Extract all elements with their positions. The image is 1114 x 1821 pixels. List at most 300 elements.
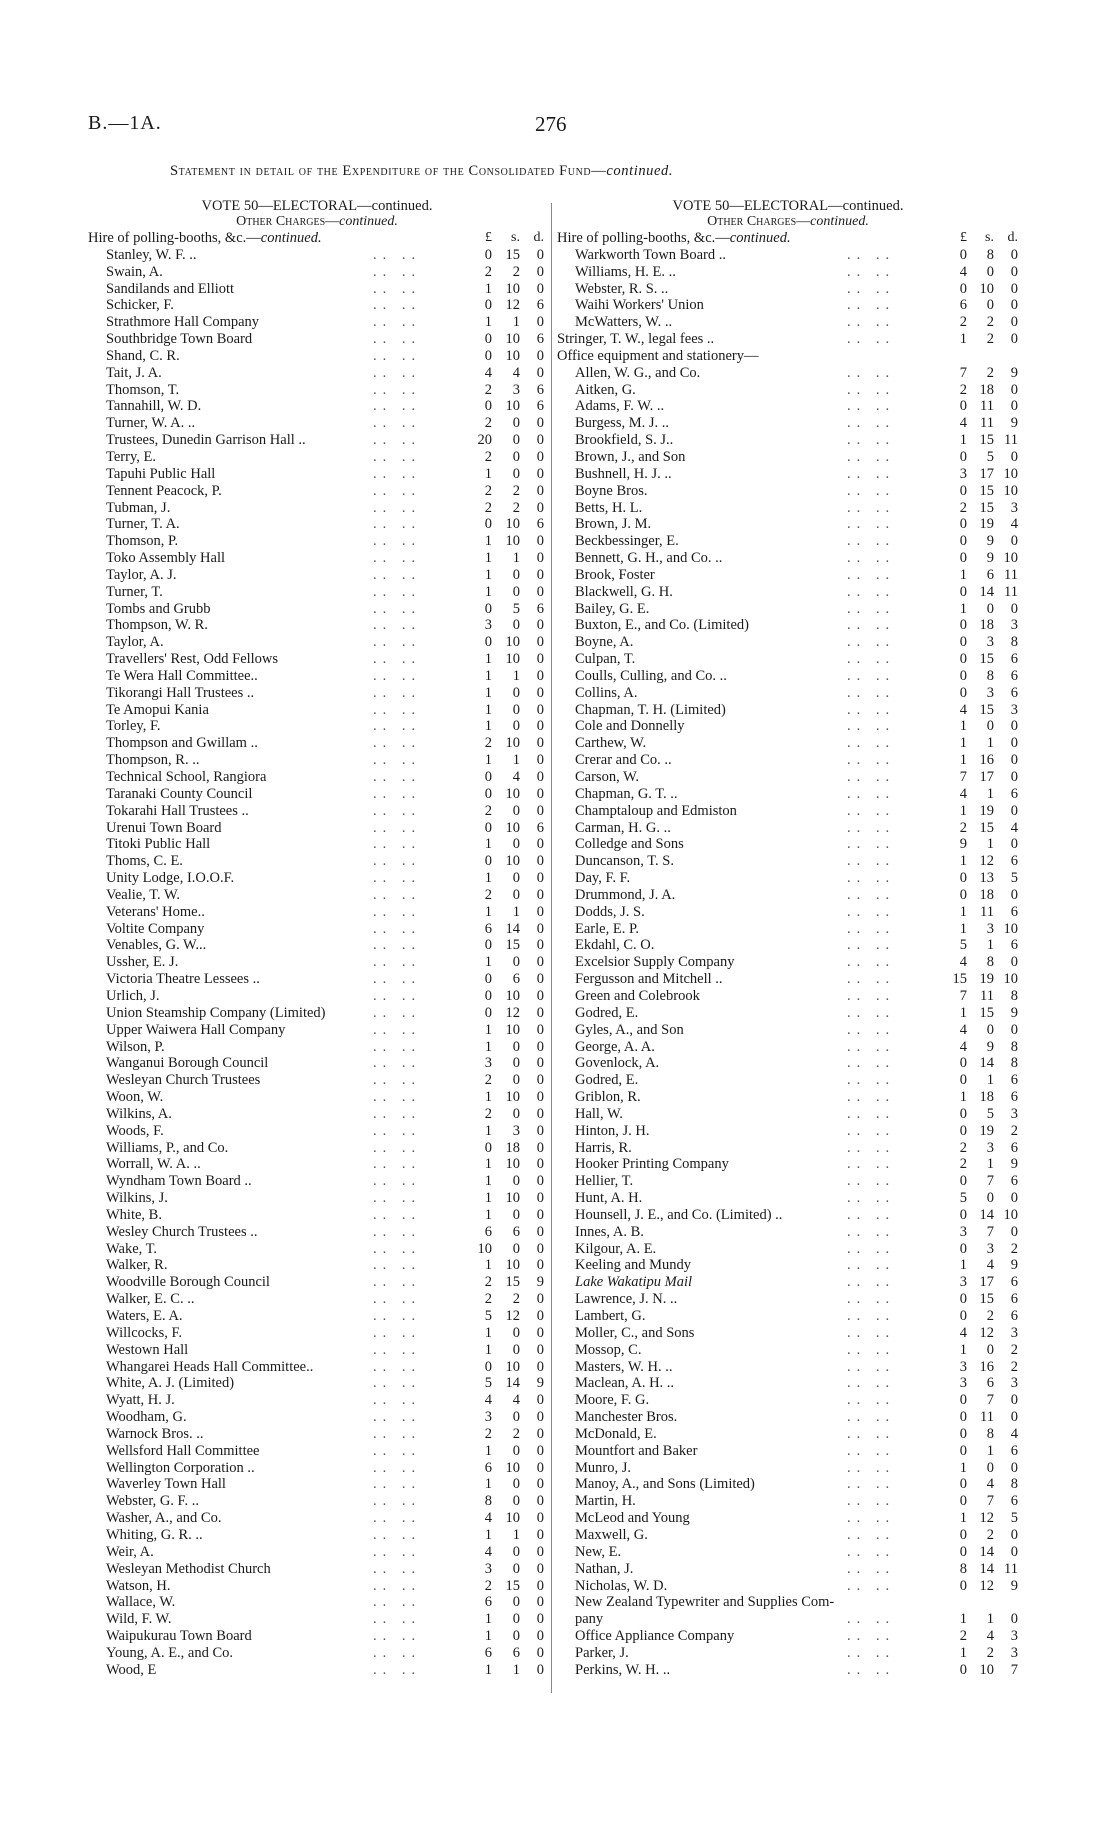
table-row bbox=[88, 1140, 546, 1157]
pounds-value: 2 bbox=[484, 802, 492, 819]
leader-dots: .. .. bbox=[373, 1089, 422, 1106]
pence-value: 4 bbox=[1010, 516, 1018, 533]
table-row bbox=[557, 1325, 1019, 1342]
pence-value: 0 bbox=[1010, 1021, 1018, 1038]
table-row bbox=[88, 1274, 546, 1291]
pounds-value: 8 bbox=[484, 1493, 492, 1510]
shillings-value: 0 bbox=[512, 1594, 520, 1611]
leader-dots: .. .. bbox=[847, 819, 896, 836]
pounds-value: 1 bbox=[959, 718, 967, 735]
entry-name: Warnock Bros. .. bbox=[106, 1425, 204, 1442]
pence-value: 0 bbox=[536, 1560, 544, 1577]
entry-name: McDonald, E. bbox=[575, 1425, 657, 1442]
table-row bbox=[557, 718, 1019, 735]
entry-name: Moore, F. G. bbox=[575, 1392, 650, 1409]
entry-name: Perkins, W. H. .. bbox=[575, 1661, 671, 1678]
leader-dots: .. .. bbox=[373, 1594, 422, 1611]
pence-value: 0 bbox=[536, 1223, 544, 1240]
pence-value: 6 bbox=[1010, 1274, 1018, 1291]
shillings-value: 14 bbox=[979, 583, 994, 600]
pence-value: 0 bbox=[1010, 448, 1018, 465]
shillings-value: 0 bbox=[512, 802, 520, 819]
leader-dots: .. .. bbox=[373, 465, 422, 482]
entry-name: Worrall, W. A. .. bbox=[106, 1156, 201, 1173]
pounds-value: 0 bbox=[484, 246, 492, 263]
table-row bbox=[557, 921, 1019, 938]
table-row bbox=[88, 1173, 546, 1190]
table-row bbox=[557, 483, 1019, 500]
pence-value: 0 bbox=[536, 1240, 544, 1257]
pounds-value: 1 bbox=[484, 1628, 492, 1645]
pence-value: 0 bbox=[536, 1476, 544, 1493]
pence-value: 8 bbox=[1010, 1055, 1018, 1072]
pounds-value: 0 bbox=[959, 1105, 967, 1122]
shillings-value: 0 bbox=[512, 701, 520, 718]
pounds-value: 4 bbox=[484, 1510, 492, 1527]
leader-dots: .. .. bbox=[847, 1089, 896, 1106]
leader-dots: .. .. bbox=[373, 971, 422, 988]
pounds-value: 1 bbox=[484, 280, 492, 297]
entry-name: Weir, A. bbox=[106, 1543, 154, 1560]
leader-dots: .. .. bbox=[373, 1644, 422, 1661]
shillings-value: 1 bbox=[512, 1661, 520, 1678]
entry-name: Excelsior Supply Company bbox=[575, 954, 735, 971]
entry-name: Bushnell, H. J. .. bbox=[575, 465, 672, 482]
pence-value: 0 bbox=[536, 836, 544, 853]
table-row bbox=[557, 314, 1019, 331]
table-row bbox=[557, 297, 1019, 314]
leader-dots: .. .. bbox=[373, 735, 422, 752]
entry-name: Ekdahl, C. O. bbox=[575, 937, 655, 954]
pounds-value: 0 bbox=[959, 1543, 967, 1560]
entry-name: Watson, H. bbox=[106, 1577, 171, 1594]
table-row bbox=[557, 516, 1019, 533]
pence-value: 8 bbox=[1010, 1038, 1018, 1055]
shillings-value: 10 bbox=[505, 280, 520, 297]
shillings-value: 1 bbox=[986, 1072, 994, 1089]
pounds-value: 0 bbox=[959, 1173, 967, 1190]
pence-value: 0 bbox=[536, 987, 544, 1004]
leader-dots: .. .. bbox=[847, 1324, 896, 1341]
leader-dots: .. .. bbox=[847, 1661, 896, 1678]
shillings-value: 0 bbox=[512, 448, 520, 465]
table-row bbox=[88, 718, 546, 735]
entry-name: Urenui Town Board bbox=[106, 819, 222, 836]
shillings-value: 10 bbox=[505, 819, 520, 836]
table-row bbox=[88, 1476, 546, 1493]
shillings-value: 18 bbox=[979, 617, 994, 634]
table-row bbox=[557, 382, 1019, 399]
pounds-value: 0 bbox=[959, 1476, 967, 1493]
pounds-value: 4 bbox=[959, 954, 967, 971]
table-row bbox=[557, 887, 1019, 904]
pounds-value: 1 bbox=[959, 600, 967, 617]
pence-value: 9 bbox=[536, 1375, 544, 1392]
pounds-value: 1 bbox=[484, 752, 492, 769]
leader-dots: .. .. bbox=[373, 432, 422, 449]
pence-value: 0 bbox=[536, 364, 544, 381]
pence-value: 6 bbox=[1010, 937, 1018, 954]
leader-dots: .. .. bbox=[373, 1476, 422, 1493]
pounds-value: 0 bbox=[484, 331, 492, 348]
table-row bbox=[557, 1156, 1019, 1173]
shillings-value: 10 bbox=[505, 533, 520, 550]
entry-name: pany bbox=[575, 1611, 604, 1628]
entry-name: Wesleyan Methodist Church bbox=[106, 1560, 271, 1577]
table-row bbox=[88, 1544, 546, 1561]
leader-dots: .. .. bbox=[847, 1560, 896, 1577]
leader-dots: .. .. bbox=[373, 448, 422, 465]
entry-name: Brook, Foster bbox=[575, 566, 655, 583]
shillings-value: 11 bbox=[980, 903, 994, 920]
table-row bbox=[557, 550, 1019, 567]
leader-dots: .. .. bbox=[847, 482, 896, 499]
table-row bbox=[557, 803, 1019, 820]
shillings-value: 1 bbox=[986, 937, 994, 954]
entry-name: Unity Lodge, I.O.O.F. bbox=[106, 870, 235, 887]
shillings-value: 0 bbox=[512, 886, 520, 903]
shillings-value: 12 bbox=[505, 297, 520, 314]
pounds-value: 1 bbox=[484, 533, 492, 550]
table-row bbox=[88, 1308, 546, 1325]
entry-name: McWatters, W. .. bbox=[575, 314, 673, 331]
shillings-value: 0 bbox=[986, 718, 994, 735]
pence-value: 3 bbox=[1010, 1644, 1018, 1661]
leader-dots: .. .. bbox=[847, 1425, 896, 1442]
table-row bbox=[88, 769, 546, 786]
table-row bbox=[557, 1359, 1019, 1376]
leader-dots: .. .. bbox=[373, 903, 422, 920]
pounds-value: 0 bbox=[959, 1526, 967, 1543]
shillings-value: 10 bbox=[979, 1661, 994, 1678]
pence-value: 3 bbox=[1010, 1628, 1018, 1645]
pence-value: 0 bbox=[536, 1611, 544, 1628]
pounds-value: 1 bbox=[484, 1206, 492, 1223]
sub-heading-continued: continued. bbox=[339, 214, 398, 229]
table-row bbox=[557, 1493, 1019, 1510]
table-row bbox=[557, 1089, 1019, 1106]
shillings-value: 14 bbox=[979, 1543, 994, 1560]
leader-dots: .. .. bbox=[847, 1004, 896, 1021]
pence-value: 9 bbox=[536, 1274, 544, 1291]
leader-dots: .. .. bbox=[847, 550, 896, 567]
table-row bbox=[88, 516, 546, 533]
leader-dots: .. .. bbox=[847, 280, 896, 297]
pounds-value: 1 bbox=[484, 1190, 492, 1207]
document-reference: B.—1A. bbox=[88, 112, 162, 134]
table-row bbox=[88, 584, 546, 601]
leader-dots: .. .. bbox=[847, 246, 896, 263]
leader-dots: .. .. bbox=[373, 954, 422, 971]
table-row bbox=[88, 1443, 546, 1460]
pounds-value: 0 bbox=[959, 583, 967, 600]
pounds-value: 1 bbox=[484, 1476, 492, 1493]
shillings-value: 6 bbox=[986, 1375, 994, 1392]
leader-dots: .. .. bbox=[847, 1442, 896, 1459]
pence-value: 0 bbox=[536, 1358, 544, 1375]
shillings-value: 0 bbox=[512, 415, 520, 432]
entry-name: Swain, A. bbox=[106, 263, 163, 280]
section-heading-continued: continued. bbox=[729, 230, 791, 246]
leader-dots: .. .. bbox=[373, 987, 422, 1004]
pence-value: 5 bbox=[1010, 870, 1018, 887]
table-row bbox=[557, 449, 1019, 466]
pounds-value: 2 bbox=[959, 1628, 967, 1645]
leader-dots: .. .. bbox=[847, 1611, 896, 1628]
entry-name: Tikorangi Hall Trustees .. bbox=[106, 684, 255, 701]
shillings-value: 2 bbox=[986, 1644, 994, 1661]
pence-value: 0 bbox=[536, 769, 544, 785]
pounds-value: 1 bbox=[484, 684, 492, 701]
entry-name: Bennett, G. H., and Co. .. bbox=[575, 550, 723, 567]
leader-dots: .. .. bbox=[847, 870, 896, 887]
table-row bbox=[88, 1375, 546, 1392]
pounds-value: 4 bbox=[959, 701, 967, 718]
section-heading-row bbox=[88, 230, 546, 247]
shillings-value: 10 bbox=[505, 1156, 520, 1173]
shillings-value: 5 bbox=[512, 600, 520, 617]
pounds-value: 2 bbox=[959, 381, 967, 398]
pence-value: 9 bbox=[1010, 1257, 1018, 1274]
shillings-value: 19 bbox=[979, 1122, 994, 1139]
pence-value: 6 bbox=[536, 819, 544, 836]
leader-dots: .. .. bbox=[847, 1510, 896, 1527]
leader-dots: .. .. bbox=[373, 1510, 422, 1527]
leader-dots: .. .. bbox=[373, 583, 422, 600]
pounds-value: 1 bbox=[959, 802, 967, 819]
table-row bbox=[557, 1594, 1019, 1611]
pence-value: 0 bbox=[1010, 600, 1018, 617]
pence-value: 0 bbox=[536, 1409, 544, 1426]
table-row bbox=[557, 601, 1019, 618]
shillings-value: 0 bbox=[986, 297, 994, 314]
leader-dots: .. .. bbox=[373, 1038, 422, 1055]
shillings-value: 0 bbox=[512, 1442, 520, 1459]
leader-dots: .. .. bbox=[847, 769, 896, 785]
pence-value: 6 bbox=[536, 381, 544, 398]
shillings-value: 15 bbox=[505, 1577, 520, 1594]
table-row bbox=[88, 1578, 546, 1595]
pence-value: 0 bbox=[536, 1324, 544, 1341]
leader-dots: .. .. bbox=[373, 482, 422, 499]
leader-dots: .. .. bbox=[373, 870, 422, 887]
table-row bbox=[88, 1224, 546, 1241]
pence-value: 0 bbox=[536, 1526, 544, 1543]
table-row bbox=[88, 1460, 546, 1477]
leader-dots: .. .. bbox=[373, 701, 422, 718]
entry-name: Kilgour, A. E. bbox=[575, 1240, 657, 1257]
shillings-value: 0 bbox=[986, 1459, 994, 1476]
table-row bbox=[88, 937, 546, 954]
pence-value: 6 bbox=[1010, 1139, 1018, 1156]
pence-value: 0 bbox=[536, 1038, 544, 1055]
pence-value: 9 bbox=[1010, 1004, 1018, 1021]
table-row bbox=[557, 937, 1019, 954]
table-row bbox=[557, 1190, 1019, 1207]
pence-value: 0 bbox=[536, 1021, 544, 1038]
pence-value: 0 bbox=[536, 263, 544, 280]
pounds-value: 3 bbox=[484, 617, 492, 634]
entry-name: Taranaki County Council bbox=[106, 785, 253, 802]
entry-name: Brookfield, S. J.. bbox=[575, 432, 674, 449]
pounds-value: 1 bbox=[484, 314, 492, 331]
pence-value: 9 bbox=[1010, 1156, 1018, 1173]
pounds-value: 0 bbox=[959, 667, 967, 684]
shillings-value: 2 bbox=[512, 1425, 520, 1442]
shillings-value: 15 bbox=[505, 937, 520, 954]
pounds-value: 1 bbox=[484, 718, 492, 735]
pence-value: 0 bbox=[536, 634, 544, 651]
shillings-value: 2 bbox=[986, 314, 994, 331]
entry-name: Williams, H. E. .. bbox=[575, 263, 676, 280]
leader-dots: .. .. bbox=[847, 1392, 896, 1409]
pounds-value: 1 bbox=[484, 550, 492, 567]
shillings-value: 0 bbox=[512, 1493, 520, 1510]
shillings-value: 15 bbox=[505, 246, 520, 263]
pounds-value: 0 bbox=[959, 1661, 967, 1678]
entry-name: Tombs and Grubb bbox=[106, 600, 211, 617]
shillings-value: 15 bbox=[979, 651, 994, 668]
pounds-value: 0 bbox=[959, 1392, 967, 1409]
pounds-value: 7 bbox=[959, 769, 967, 785]
leader-dots: .. .. bbox=[847, 718, 896, 735]
section-heading-label: Hire of polling-booths, &c.— bbox=[557, 230, 730, 246]
leader-dots: .. .. bbox=[373, 1139, 422, 1156]
pence-value: 0 bbox=[536, 347, 544, 364]
table-row bbox=[557, 1123, 1019, 1140]
shillings-value: 0 bbox=[512, 583, 520, 600]
table-row bbox=[557, 904, 1019, 921]
shillings-value: 14 bbox=[979, 1560, 994, 1577]
table-row bbox=[88, 1291, 546, 1308]
entry-name: Veterans' Home.. bbox=[106, 903, 205, 920]
entry-name: Southbridge Town Board bbox=[106, 331, 253, 348]
table-row bbox=[88, 904, 546, 921]
shillings-value: 1 bbox=[512, 1526, 520, 1543]
shillings-value: 10 bbox=[505, 1021, 520, 1038]
leader-dots: .. .. bbox=[373, 297, 422, 314]
pence-value: 2 bbox=[1010, 1122, 1018, 1139]
entry-name: Carthew, W. bbox=[575, 735, 647, 752]
leader-dots: .. .. bbox=[373, 600, 422, 617]
leader-dots: .. .. bbox=[373, 1628, 422, 1645]
entry-name: Whangarei Heads Hall Committee.. bbox=[106, 1358, 314, 1375]
sub-heading bbox=[88, 214, 546, 230]
pence-value: 6 bbox=[1010, 667, 1018, 684]
entry-name: Thompson and Gwillam .. bbox=[106, 735, 258, 752]
pounds-header: £ bbox=[485, 230, 492, 245]
table-row bbox=[557, 1342, 1019, 1359]
pence-value: 0 bbox=[536, 482, 544, 499]
pounds-value: 1 bbox=[484, 1341, 492, 1358]
leader-dots: .. .. bbox=[847, 1308, 896, 1324]
pence-value: 0 bbox=[536, 280, 544, 297]
pence-value: 0 bbox=[1010, 1611, 1018, 1628]
pounds-value: 2 bbox=[484, 735, 492, 752]
shillings-value: 0 bbox=[512, 718, 520, 735]
pounds-value: 1 bbox=[959, 1644, 967, 1661]
pounds-header: £ bbox=[960, 230, 967, 245]
leader-dots: .. .. bbox=[847, 432, 896, 449]
pence-value: 0 bbox=[1010, 297, 1018, 314]
entry-name: Hunt, A. H. bbox=[575, 1190, 643, 1207]
table-row bbox=[88, 1106, 546, 1123]
pence-value: 0 bbox=[1010, 718, 1018, 735]
entry-name: Munro, J. bbox=[575, 1459, 631, 1476]
pounds-value: 0 bbox=[484, 398, 492, 415]
shillings-value: 1 bbox=[986, 1611, 994, 1628]
shillings-value: 3 bbox=[986, 1240, 994, 1257]
entry-name: Thomson, T. bbox=[106, 381, 180, 398]
entry-name: Westown Hall bbox=[106, 1341, 189, 1358]
entry-name: Manchester Bros. bbox=[575, 1409, 678, 1426]
pence-value: 6 bbox=[1010, 1442, 1018, 1459]
pence-value: 0 bbox=[536, 735, 544, 752]
leader-dots: .. .. bbox=[847, 1257, 896, 1274]
pence-value: 0 bbox=[1010, 280, 1018, 297]
pence-value: 0 bbox=[1010, 886, 1018, 903]
table-row bbox=[557, 702, 1019, 719]
table-row bbox=[88, 921, 546, 938]
shillings-value: 1 bbox=[512, 752, 520, 769]
pence-value: 11 bbox=[1004, 566, 1018, 583]
pounds-value: 2 bbox=[484, 1274, 492, 1291]
pounds-value: 1 bbox=[959, 1510, 967, 1527]
pounds-value: 8 bbox=[959, 1560, 967, 1577]
shillings-value: 17 bbox=[979, 769, 994, 785]
entry-name: Griblon, R. bbox=[575, 1089, 641, 1106]
table-row bbox=[557, 1611, 1019, 1628]
entry-name: McLeod and Young bbox=[575, 1510, 690, 1527]
entry-name: Betts, H. L. bbox=[575, 499, 643, 516]
pounds-value: 7 bbox=[959, 987, 967, 1004]
statement-title-main: Statement in detail of the Expenditure of the Consolidated Fund— bbox=[170, 163, 607, 179]
table-row bbox=[557, 1443, 1019, 1460]
table-row bbox=[557, 584, 1019, 601]
pounds-value: 2 bbox=[959, 819, 967, 836]
leader-dots: .. .. bbox=[373, 314, 422, 331]
shillings-value: 0 bbox=[512, 870, 520, 887]
shillings-value: 0 bbox=[512, 432, 520, 449]
leader-dots: .. .. bbox=[847, 1476, 896, 1493]
entry-name: Earle, E. P. bbox=[575, 920, 640, 937]
pence-value: 0 bbox=[536, 1442, 544, 1459]
shillings-value: 15 bbox=[979, 1004, 994, 1021]
pence-value: 8 bbox=[1010, 634, 1018, 651]
shillings-value: 2 bbox=[986, 1526, 994, 1543]
leader-dots: .. .. bbox=[847, 1038, 896, 1055]
leader-dots: .. .. bbox=[373, 836, 422, 853]
table-row bbox=[557, 1308, 1019, 1325]
entry-name: Hooker Printing Company bbox=[575, 1156, 729, 1173]
table-row bbox=[557, 1072, 1019, 1089]
pounds-value: 4 bbox=[484, 1392, 492, 1409]
leader-dots: .. .. bbox=[847, 836, 896, 853]
pence-value: 0 bbox=[536, 550, 544, 567]
pence-value: 9 bbox=[1010, 364, 1018, 381]
pence-value: 0 bbox=[536, 1173, 544, 1190]
shillings-value: 11 bbox=[980, 987, 994, 1004]
pence-value: 0 bbox=[1010, 752, 1018, 769]
pounds-value: 2 bbox=[959, 499, 967, 516]
leader-dots: .. .. bbox=[373, 1409, 422, 1426]
entry-name: Thomson, P. bbox=[106, 533, 179, 550]
entry-name: Schicker, F. bbox=[106, 297, 174, 314]
leader-dots: .. .. bbox=[847, 1206, 896, 1223]
pence-value: 7 bbox=[1010, 1661, 1018, 1678]
pounds-value: 3 bbox=[484, 1409, 492, 1426]
table-row bbox=[88, 365, 546, 382]
